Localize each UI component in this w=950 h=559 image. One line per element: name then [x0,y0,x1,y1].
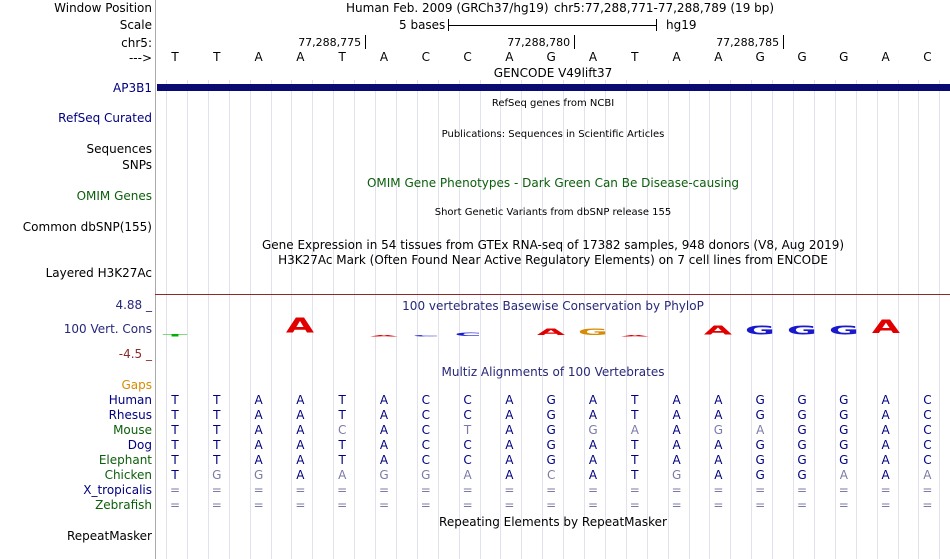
aligned-base: = [546,498,557,512]
aligned-base: A [379,408,389,422]
aligned-base: A [630,423,639,437]
aligned-base: G [253,468,264,482]
position-text: chr5:77,288,771-77,288,789 (19 bp) [554,1,775,15]
aligned-base: = [713,483,724,497]
reference-base: G [546,50,556,64]
aligned-base: = [504,498,515,512]
aligned-base: G [797,423,807,437]
label-track-divider [155,0,156,559]
aligned-base: A [923,468,932,482]
gridline [480,80,481,559]
ruler-tick-label: 77,288,785 [716,36,780,49]
reference-base: C [421,50,430,64]
strand-arrow-label: ---> [128,51,152,65]
gridline [689,80,690,559]
aligned-base: T [338,453,346,467]
aligned-base: C [463,393,472,407]
reference-base: A [714,50,723,64]
track-label-cons[interactable]: 100 Vert. Cons [63,322,152,336]
reference-base: A [254,50,263,64]
reference-base: G [839,50,849,64]
gtex-title: Gene Expression in 54 tissues from GTEx RNA-seq of 17382 samples, 948 donors (V8, Aug 2019) [261,238,845,252]
track-label-omim[interactable]: OMIM Genes [76,189,152,203]
conservation-letter: C [454,332,481,338]
aligned-base: T [171,438,179,452]
chromosome-label: chr5: [121,36,152,50]
aligned-base: G [797,453,807,467]
gridline [521,80,522,559]
reference-base: G [797,50,807,64]
aligned-base: = [922,498,933,512]
aligned-base: A [714,408,723,422]
aligned-base: = [504,483,515,497]
conservation-letter: A [286,315,315,339]
gridline [772,80,773,559]
aligned-base: T [171,423,179,437]
phylop-title: 100 vertebrates Basewise Conservation by PhyloP [402,299,704,313]
aligned-base: G [546,408,556,422]
repeatmasker-title: Repeating Elements by RepeatMasker [439,515,667,529]
aligned-base: G [379,468,389,482]
conservation-letter: G [745,323,776,338]
aligned-base: A [379,438,389,452]
h3k27ac-baseline [155,294,950,295]
reference-base: A [379,50,389,64]
aligned-base: A [881,438,890,452]
aligned-base: T [631,408,639,422]
aligned-base: = [169,498,181,512]
aligned-base: A [756,423,765,437]
aligned-base: C [421,423,430,437]
aligned-base: = [295,483,306,497]
aligned-base: = [671,498,682,512]
aligned-base: G [546,438,556,452]
aligned-base: G [546,423,556,437]
aligned-base: G [713,423,724,437]
aligned-base: = [462,498,473,512]
omim-title: OMIM Gene Phenotypes - Dark Green Can Be Disease-causing [366,176,740,190]
aligned-base: A [588,453,598,467]
conservation-letter: A [620,335,649,338]
aligned-base: G [755,453,765,467]
aligned-base: A [254,438,263,452]
ruler-tick-label: 77,288,775 [298,36,362,49]
aligned-base: C [923,393,932,407]
aligned-base: A [672,423,681,437]
dbsnp-title: Short Genetic Variants from dbSNP release 155 [434,207,672,218]
species-label: Chicken [104,468,152,482]
gridline [438,80,439,559]
track-label-ap3b1[interactable]: AP3B1 [113,81,152,95]
species-label: Mouse [113,423,152,437]
aligned-base: A [254,393,263,407]
aligned-base: C [923,453,932,467]
aligned-base: = [587,483,599,497]
species-label: Human [108,393,152,407]
aligned-base: T [338,438,346,452]
track-label-refseq[interactable]: RefSeq Curated [58,111,152,125]
aligned-base: = [629,498,640,512]
conservation-letter: G [578,327,608,338]
aligned-base: T [631,438,639,452]
aligned-base: A [881,423,890,437]
aligned-base: = [169,483,181,497]
conservation-letter: A [369,335,399,338]
reference-base: T [213,50,221,64]
ruler-tick-mark [574,35,575,49]
reference-base: T [171,50,179,64]
aligned-base: T [338,408,346,422]
conservation-letter: G [787,323,817,338]
aligned-base: G [421,468,431,482]
aligned-base: C [546,468,556,482]
conservation-letter: A [871,316,900,339]
ruler-tick-mark [783,35,784,49]
aligned-base: G [755,393,765,407]
aligned-base: = [462,483,473,497]
aligned-base: A [379,453,389,467]
aligned-base: T [171,453,179,467]
aligned-base: T [213,408,221,422]
conservation-letter: G [828,323,859,338]
aligned-base: A [672,438,681,452]
aligned-base: T [171,408,179,422]
species-label: Rhesus [108,408,152,422]
aligned-base: C [337,423,347,437]
window-position-label: Window Position [54,1,152,15]
species-label: Elephant [98,453,152,467]
aligned-base: A [254,408,263,422]
refseq-title: RefSeq genes from NCBI [491,98,615,109]
aligned-base: = [713,498,724,512]
aligned-base: A [839,468,848,482]
aligned-base: = [838,483,849,497]
aligned-base: A [505,393,514,407]
track-label-dbsnp[interactable]: Common dbSNP(155) [22,220,152,234]
track-label-sequences[interactable]: Sequences [86,142,152,156]
track-label-snps[interactable]: SNPs [122,158,152,172]
aligned-base: A [379,393,389,407]
aligned-base: A [881,468,890,482]
ruler-tick-mark [365,35,366,49]
gridline [647,80,648,559]
aligned-base: A [714,468,723,482]
reference-base: A [505,50,514,64]
multiz-title: Multiz Alignments of 100 Vertebrates [441,365,665,379]
aligned-base: G [839,438,849,452]
aligned-base: A [714,438,723,452]
aligned-base: A [672,453,681,467]
aligned-base: = [880,483,891,497]
aligned-base: G [755,408,765,422]
scale-db: hg19 [666,18,697,32]
aligned-base: = [211,483,222,497]
aligned-base: = [587,498,599,512]
scale-label: Scale [119,18,152,32]
aligned-base: T [171,393,179,407]
track-label-gaps[interactable]: Gaps [121,378,152,392]
aligned-base: A [881,393,890,407]
gridline [730,80,731,559]
aligned-base: A [296,438,305,452]
aligned-base: G [797,393,807,407]
aligned-base: = [420,498,431,512]
aligned-base: G [671,468,682,482]
aligned-base: A [588,408,598,422]
publications-title: Publications: Sequences in Scientific Articles [441,129,665,140]
aligned-base: T [213,438,221,452]
aligned-base: G [839,423,849,437]
reference-base: A [588,50,598,64]
aligned-base: C [421,438,430,452]
gridline [187,80,188,559]
gridline [814,80,815,559]
aligned-base: A [881,408,890,422]
aligned-base: = [755,498,766,512]
aligned-base: C [463,408,472,422]
aligned-base: = [671,483,682,497]
aligned-base: T [338,393,346,407]
cons-max-label: 4.88 _ [115,298,152,312]
aligned-base: A [505,408,514,422]
gridline [354,80,355,559]
aligned-base: C [421,453,430,467]
aligned-base: = [629,483,640,497]
scale-bar-right [656,19,657,31]
aligned-base: G [546,393,556,407]
aligned-base: A [296,423,305,437]
aligned-base: = [253,498,264,512]
h3k27ac-title: H3K27Ac Mark (Often Found Near Active Regulatory Elements) on 7 cell lines from ENCODE [278,253,828,267]
species-label: Dog [127,438,152,452]
assembly-text: Human Feb. 2009 (GRCh37/hg19) [346,1,549,15]
aligned-base: G [588,423,598,437]
aligned-base: = [337,483,348,497]
aligned-base: G [839,408,849,422]
aligned-base: A [588,438,598,452]
aligned-base: = [420,483,431,497]
aligned-base: A [296,408,305,422]
aligned-base: = [378,498,390,512]
aligned-base: G [546,453,556,467]
aligned-base: = [880,498,891,512]
reference-base: T [338,50,346,64]
aligned-base: A [463,468,472,482]
aligned-base: A [714,453,723,467]
reference-base: A [881,50,890,64]
aligned-base: C [421,408,430,422]
aligned-base: C [923,438,932,452]
cons-min-label: -4.5 _ [118,347,152,361]
aligned-base: A [881,453,890,467]
aligned-base: A [505,453,514,467]
reference-base: T [631,50,639,64]
gridline [939,80,940,559]
aligned-base: = [337,498,348,512]
aligned-base: T [213,423,221,437]
aligned-base: = [211,498,222,512]
aligned-base: G [755,438,765,452]
gencode-title: GENCODE V49lift37 [493,66,613,80]
aligned-base: A [296,393,305,407]
aligned-base: G [797,438,807,452]
aligned-base: = [838,498,849,512]
aligned-base: A [338,468,347,482]
aligned-base: = [796,498,808,512]
ap3b1-gene-bar[interactable] [157,84,950,91]
aligned-base: A [672,393,681,407]
reference-base: C [463,50,472,64]
aligned-base: A [672,408,681,422]
aligned-base: G [839,453,849,467]
aligned-base: A [254,423,263,437]
aligned-base: = [922,483,933,497]
aligned-base: G [839,393,849,407]
aligned-base: T [631,393,639,407]
track-label-h3k27ac[interactable]: Layered H3K27Ac [45,266,152,280]
gridline [229,80,230,559]
aligned-base: = [546,483,557,497]
aligned-base: A [505,468,514,482]
reference-base: G [755,50,765,64]
aligned-base: = [253,483,264,497]
aligned-base: = [378,483,390,497]
aligned-base: A [254,453,263,467]
aligned-base: G [755,468,765,482]
aligned-base: T [171,468,179,482]
aligned-base: C [923,408,932,422]
aligned-base: A [379,423,389,437]
conservation-letter: C [412,335,440,338]
aligned-base: T [213,453,221,467]
aligned-base: A [588,393,598,407]
aligned-base: C [463,453,472,467]
aligned-base: C [421,393,430,407]
track-label-repeatmasker[interactable]: RepeatMasker [66,529,152,543]
scale-bar [448,25,656,26]
conservation-letter: A [537,327,566,338]
aligned-base: A [296,468,305,482]
aligned-base: = [295,498,306,512]
aligned-base: A [505,438,514,452]
aligned-base: G [797,468,807,482]
aligned-base: G [797,408,807,422]
aligned-base: T [213,393,221,407]
conservation-letter: A [704,323,733,338]
aligned-base: A [505,423,514,437]
aligned-base: A [296,453,305,467]
reference-base: C [923,50,932,64]
aligned-base: A [714,393,723,407]
aligned-base: T [631,468,639,482]
gridline [396,80,397,559]
gridline [605,80,606,559]
aligned-base: G [212,468,222,482]
scale-text: 5 bases [399,18,446,32]
aligned-base: A [588,468,598,482]
ruler-tick-label: 77,288,780 [507,36,571,49]
aligned-base: = [796,483,808,497]
species-label: X_tropicalis [83,483,152,497]
reference-base: A [672,50,681,64]
gridline [563,80,564,559]
species-label: Zebrafish [95,498,152,512]
aligned-base: T [631,453,639,467]
aligned-base: = [755,483,766,497]
conservation-letter: T [162,333,188,338]
aligned-base: C [463,438,472,452]
reference-base: A [296,50,305,64]
aligned-base: T [463,423,472,437]
aligned-base: C [923,423,932,437]
